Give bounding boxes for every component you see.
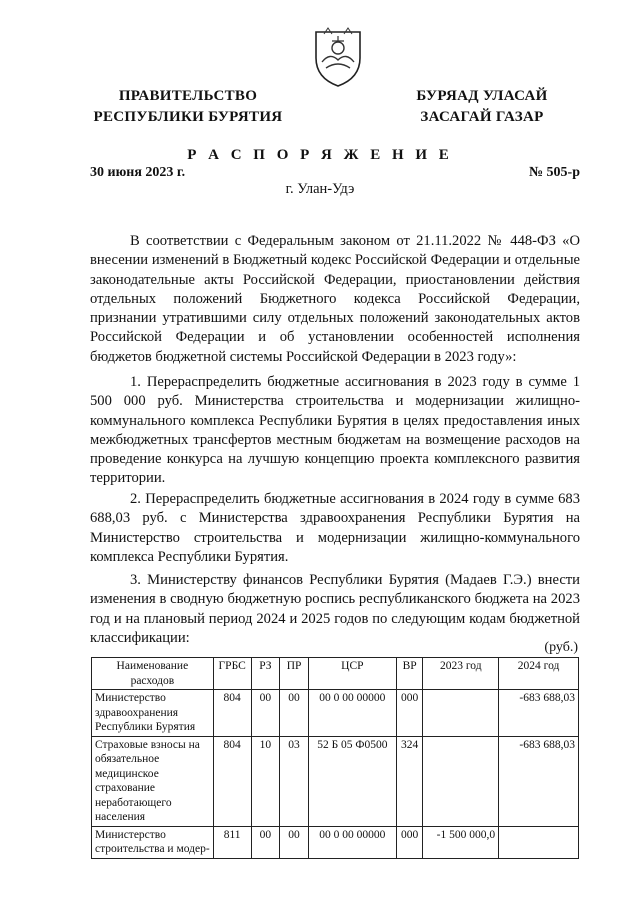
document-number: № 505-р — [528, 165, 580, 180]
table-cell: -683 688,03 — [499, 690, 579, 737]
table-cell: 811 — [213, 826, 251, 858]
table-cell: 03 — [280, 736, 309, 826]
column-header: ВР — [396, 658, 423, 690]
table-cell: 00 — [251, 826, 280, 858]
document-title: Р А С П О Р Я Ж Е Н И Е — [187, 147, 453, 163]
government-name-bua-line2: ЗАСАГАЙ ГАЗАР — [420, 109, 544, 125]
table-cell — [423, 690, 499, 737]
document-city: г. Улан-Удэ — [285, 181, 355, 197]
table-cell: 000 — [396, 826, 423, 858]
table-row — [92, 826, 579, 858]
item-2-paragraph: 2. Перераспределить бюджетные ассигнования в 2024 году в сумме 683 688,03 руб. с Министерства здравоохранения Республики Бурятия на Министерство строительства и модернизации жилищно-коммунального комплекса Республики Бурятия. — [90, 491, 580, 565]
table-row — [92, 736, 579, 826]
column-header: ГРБС — [213, 658, 251, 690]
table-cell: Страховые взносы на обязательное медицинское страхование неработающего населения — [92, 736, 214, 826]
table-cell: 52 Б 05 Ф0500 — [308, 736, 396, 826]
budget-table — [91, 657, 579, 859]
table-cell: 00 0 00 00000 — [308, 690, 396, 737]
government-name-ru — [88, 86, 288, 128]
table-cell: -683 688,03 — [499, 736, 579, 826]
column-header: РЗ — [251, 658, 280, 690]
table-cell: 10 — [251, 736, 280, 826]
government-name-bua — [402, 86, 562, 128]
table-row — [92, 690, 579, 737]
government-name-bua-line1: БУРЯАД УЛАСАЙ — [416, 88, 548, 104]
currency-unit: (руб.) — [544, 640, 578, 655]
item-1-paragraph: 1. Перераспределить бюджетные ассигнования в 2023 году в сумме 1 500 000 руб. Министерства строительства и модернизации жилищно-коммунального комплекса Республики Бурятия в целях предоставления иных межбюджетных трансфертов местным бюджетам на возмещение расходов на проведение конкурса на лучшую концепцию проекта комплексного развития территории. — [90, 374, 580, 487]
table-cell: Министерство строительства и модер- — [92, 826, 214, 858]
table-cell — [499, 826, 579, 858]
column-header: 2023 год — [423, 658, 499, 690]
table-cell: 804 — [213, 690, 251, 737]
table-cell: 804 — [213, 736, 251, 826]
table-cell: 324 — [396, 736, 423, 826]
column-header: 2024 год — [499, 658, 579, 690]
table-cell: 00 — [280, 826, 309, 858]
table-header-row — [92, 658, 579, 690]
government-name-ru-line2: РЕСПУБЛИКИ БУРЯТИЯ — [93, 109, 283, 125]
table-cell: 000 — [396, 690, 423, 737]
table-cell: 00 — [280, 690, 309, 737]
coat-of-arms-icon — [310, 24, 366, 88]
table-cell: 00 — [251, 690, 280, 737]
column-header: ПР — [280, 658, 309, 690]
document-date: 30 июня 2023 г. — [90, 165, 186, 180]
column-header: Наименование расходов — [92, 658, 214, 690]
table-cell: Министерство здравоохранения Республики Бурятия — [92, 690, 214, 737]
table-cell: -1 500 000,0 — [423, 826, 499, 858]
column-header: ЦСР — [308, 658, 396, 690]
government-name-ru-line1: ПРАВИТЕЛЬСТВО — [118, 88, 258, 104]
item-3-paragraph: 3. Министерству финансов Республики Бурятия (Мадаев Г.Э.) внести изменения в сводную бюджетную роспись республиканского бюджета на 2023 год и на плановый период 2024 и 2025 годов по следующим кодам бюджетной классификации: — [90, 572, 580, 646]
table-cell: 00 0 00 00000 — [308, 826, 396, 858]
preamble-paragraph: В соответствии с Федеральным законом от 21.11.2022 № 448-ФЗ «О внесении изменений в Бюджетный кодекс Российской Федерации и отдельные законодательные акты Российской Федерации, приостановлении действия отдельных положений Бюджетного кодекса Российской Федерации, признании утратившими силу отдельных положений законодательных актов Российской Федерации и об установлении особенностей исполнения бюджетов бюджетной системы Российской Федерации в 2023 году»: — [90, 233, 580, 365]
table-cell — [423, 736, 499, 826]
